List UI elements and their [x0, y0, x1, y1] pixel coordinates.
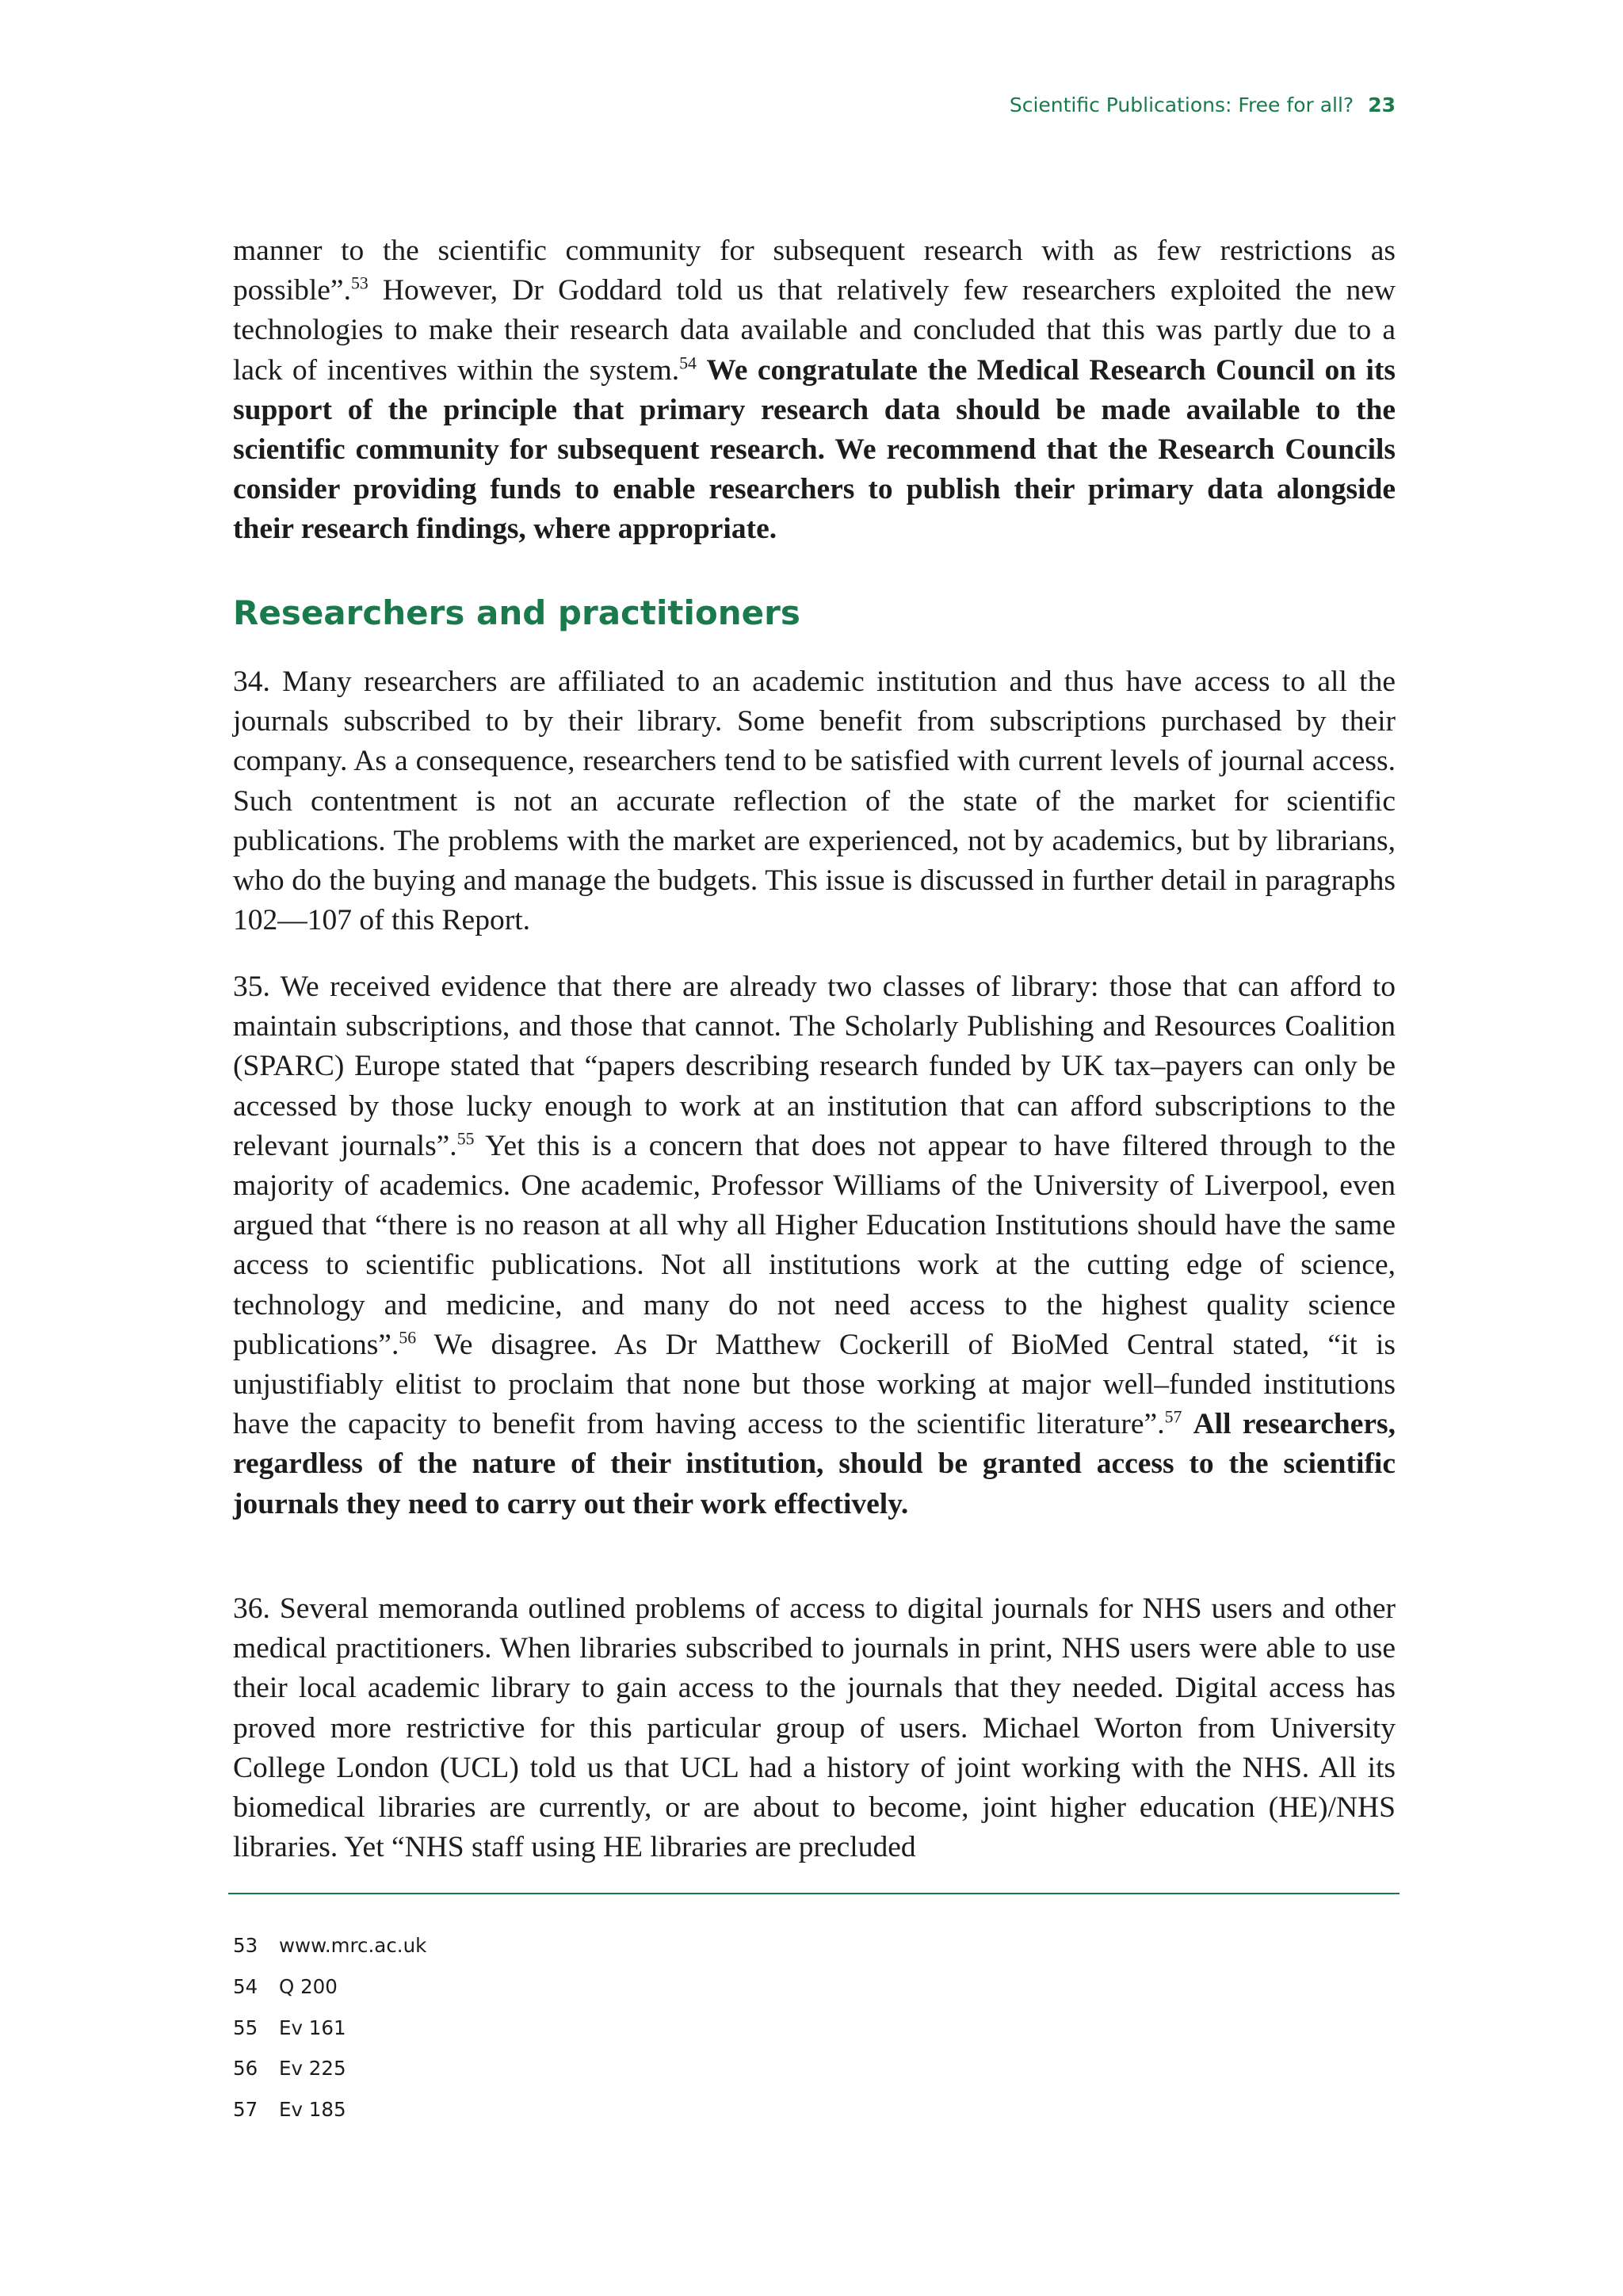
- footnote: [233, 2016, 426, 2058]
- intro-recommendation: We congratulate the Medical Research Council on its support of the principle that primary research data should be made available to the scientific community for subsequent research. We recommend that the Research Councils consider providing funds to enable researchers to publish their primary data alongside their research findings, where appropriate.: [233, 353, 1396, 546]
- p35-text-4: [1182, 1408, 1193, 1440]
- paragraph-36-block: [233, 1589, 1396, 1867]
- paragraph-34-block: [233, 662, 1396, 940]
- footnote-ref: 54: [679, 353, 697, 373]
- intro-paragraph-block: [233, 231, 1396, 550]
- footnote-divider: [228, 1893, 1400, 1894]
- footnote-text: Q 200: [279, 1974, 338, 1998]
- paragraph-35-block: [233, 967, 1396, 1524]
- footnote-number: 53: [233, 1934, 258, 1957]
- footnote-ref: 53: [350, 273, 369, 293]
- footnote-text: Ev 225: [279, 2057, 346, 2081]
- footnotes: [233, 1934, 426, 2139]
- footnote: [233, 1934, 426, 1975]
- footnote: [233, 2057, 426, 2098]
- p35-text-3: We disagree. As Dr Matthew Cockerill of BioMed Central stated, “it is unjustifiably elitist to proclaim that none but those working at major well–funded institutions have the capacity to benefit from having access to the scientific literature”.: [233, 1328, 1396, 1441]
- footnote-ref: 57: [1164, 1407, 1182, 1427]
- intro-paragraph: [233, 231, 1396, 550]
- paragraph-35: [233, 967, 1396, 1524]
- footnote-text: Ev 161: [279, 2016, 346, 2039]
- p35-recommendation: All researchers, regardless of the nature of their institution, should be granted access to the scientific journals they need to carry out their work effectively.: [233, 1408, 1396, 1520]
- paragraph-36: 36. Several memoranda outlined problems of access to digital journals for NHS users and other medical practitioners. When libraries subscribed to journals in print, NHS users were able to use their local academic library to gain access to the journals that they needed. Digital access has proved more restrictive for this particular group of users. Michael Worton from University College London (UCL) told us that UCL had a history of joint working with the NHS. All its biomedical libraries are currently, or are about to become, joint higher education (HE)/NHS libraries. Yet “NHS staff using HE libraries are precluded: [233, 1592, 1396, 1864]
- footnote-ref: 56: [399, 1328, 417, 1348]
- intro-text-1: manner to the scientific community for subsequent research with as few restrictions as possible”.: [233, 235, 1396, 307]
- p35-text-2: Yet this is a concern that does not appear to have filtered through to the majority of academics. One academic, Professor Williams of the University of Liverpool, even argued that “there is no reason at all why all Higher Education Institutions should have the same access to scientific publications. Not all institutions work at the cutting edge of science, technology and medicine, and many do not need access to the highest quality science publications”.: [233, 1129, 1396, 1361]
- intro-text-2: However, Dr Goddard told us that relatively few researchers exploited the new technologies to make their research data available and concluded that this was partly due to a lack of incentives within the system.: [233, 274, 1396, 387]
- footnote-number: 55: [233, 2016, 258, 2039]
- running-title: Scientific Publications: Free for all?: [1009, 93, 1354, 116]
- footnote: [233, 1975, 426, 2016]
- footnote-ref: 55: [456, 1129, 475, 1149]
- footnote: [233, 2098, 426, 2139]
- footnote-text: Ev 185: [279, 2098, 346, 2122]
- section-heading: Researchers and practitioners: [233, 593, 800, 632]
- paragraph-34: 34. Many researchers are affiliated to an academic institution and thus have access to all the journals subscribed to by their library. Some benefit from subscriptions purchased by their company. As a consequence, researchers tend to be satisfied with current levels of journal access. Such contentment is not an accurate reflection of the state of the market for scientific publications. The problems with the market are experienced, not by academics, but by librarians, who do the buying and manage the budgets. This issue is discussed in further detail in paragraphs 102—107 of this Report.: [233, 666, 1396, 937]
- footnote-number: 57: [233, 2098, 258, 2122]
- footnote-text: www.mrc.ac.uk: [279, 1934, 427, 1957]
- running-header: [1010, 93, 1396, 116]
- footnote-number: 56: [233, 2057, 258, 2081]
- intro-text-3: [697, 354, 706, 387]
- p35-text-1: 35. We received evidence that there are already two classes of library: those that can afford to maintain subscriptions, and those that cannot. The Scholarly Publishing and Resources Coalition (SPARC) Europe stated that “papers describing research funded by UK tax–payers can only be accessed by those lucky enough to work at an institution that can afford subscriptions to the relevant journals”.: [233, 971, 1396, 1162]
- footnote-number: 54: [233, 1974, 258, 1998]
- page-number: 23: [1368, 93, 1396, 116]
